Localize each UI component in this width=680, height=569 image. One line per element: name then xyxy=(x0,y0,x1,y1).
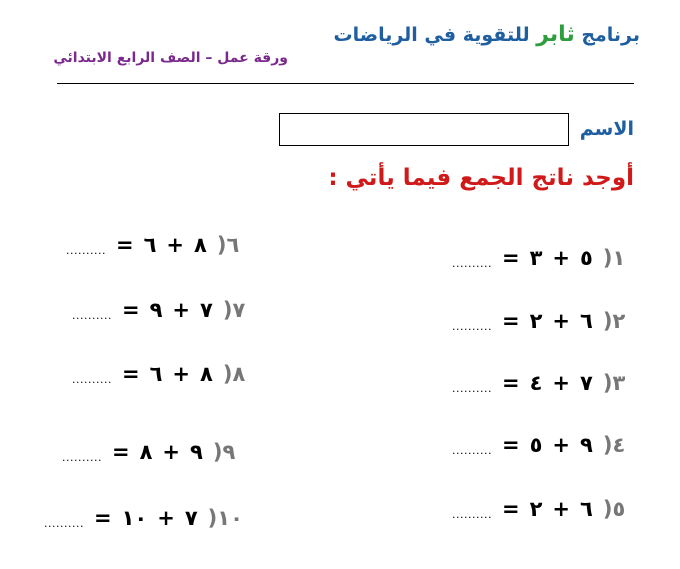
answer-blank[interactable]: .......... xyxy=(452,257,492,270)
name-label: الاسم xyxy=(579,118,634,140)
answer-blank[interactable]: .......... xyxy=(452,382,492,395)
problem-number: ٢ xyxy=(612,309,626,333)
equals-sign: = xyxy=(111,440,130,464)
problem-number-paren: ) xyxy=(212,440,223,464)
title-part-3: للتقوية في الرياضات xyxy=(333,24,537,46)
operand-b: ١٠ xyxy=(121,506,148,530)
equals-sign: = xyxy=(115,233,134,257)
equals-sign: = xyxy=(501,497,520,521)
operand-b: ٦ xyxy=(149,362,163,386)
problem-2 xyxy=(452,309,625,333)
equals-sign: = xyxy=(121,298,140,322)
header-divider xyxy=(57,83,634,84)
equals-sign: = xyxy=(121,362,140,386)
problem-number: ٥ xyxy=(612,497,626,521)
problem-number-paren: ) xyxy=(222,298,233,322)
problem-number-paren: ) xyxy=(207,506,218,530)
equals-sign: = xyxy=(501,309,520,333)
problem-6 xyxy=(66,233,239,257)
operand-a: ٨ xyxy=(194,233,207,257)
plus-sign: + xyxy=(172,298,191,322)
problem-number: ١ xyxy=(612,246,626,270)
title-part-1: برنامج xyxy=(574,24,640,46)
equals-sign: = xyxy=(501,246,520,270)
worksheet-subtitle: ورقة عمل – الصف الرابع الابتدائي xyxy=(53,50,288,66)
problem-number: ٤ xyxy=(612,433,626,457)
answer-blank[interactable]: .......... xyxy=(72,373,112,386)
operand-a: ٩ xyxy=(580,433,593,457)
operand-b: ٥ xyxy=(529,433,543,457)
problem-number-paren: ) xyxy=(602,246,613,270)
operand-b: ٢ xyxy=(529,309,543,333)
answer-blank[interactable]: .......... xyxy=(452,508,492,521)
problem-number-paren: ) xyxy=(216,233,227,257)
plus-sign: + xyxy=(552,309,571,333)
operand-a: ٥ xyxy=(580,246,593,270)
plus-sign: + xyxy=(552,371,571,395)
equals-sign: = xyxy=(501,371,520,395)
plus-sign: + xyxy=(552,246,571,270)
problem-number-paren: ) xyxy=(222,362,233,386)
operand-a: ٨ xyxy=(200,362,213,386)
operand-b: ٨ xyxy=(139,440,153,464)
answer-blank[interactable]: .......... xyxy=(62,451,102,464)
problem-5 xyxy=(452,497,625,521)
operand-a: ٧ xyxy=(580,371,593,395)
problem-number-paren: ) xyxy=(602,309,613,333)
problem-number: ٣ xyxy=(612,371,626,395)
plus-sign: + xyxy=(172,362,191,386)
plus-sign: + xyxy=(162,440,181,464)
operand-a: ٧ xyxy=(184,506,198,530)
answer-blank[interactable]: .......... xyxy=(72,309,112,322)
problem-1 xyxy=(452,246,625,270)
answer-blank[interactable]: .......... xyxy=(44,517,84,530)
name-input-box[interactable] xyxy=(279,113,569,146)
answer-blank[interactable]: .......... xyxy=(66,244,106,257)
operand-a: ٩ xyxy=(190,440,203,464)
problem-number: ٦ xyxy=(226,233,240,257)
plus-sign: + xyxy=(552,497,571,521)
problem-number-paren: ) xyxy=(602,371,613,395)
operand-b: ٣ xyxy=(529,246,543,270)
equals-sign: = xyxy=(501,433,520,457)
problem-number: ١٠ xyxy=(217,506,243,530)
problem-8 xyxy=(72,362,245,386)
title-part-program-name: ثابر xyxy=(536,22,575,47)
equals-sign: = xyxy=(93,506,112,530)
operand-a: ٦ xyxy=(580,497,593,521)
plus-sign: + xyxy=(552,433,571,457)
problem-number-paren: ) xyxy=(602,497,613,521)
operand-b: ٩ xyxy=(149,298,163,322)
problem-7 xyxy=(72,298,245,322)
problem-4 xyxy=(452,433,625,457)
problem-number: ٩ xyxy=(222,440,236,464)
problem-number: ٨ xyxy=(232,362,246,386)
operand-b: ٤ xyxy=(529,371,543,395)
instruction-text: أوجد ناتج الجمع فيما يأتي : xyxy=(328,165,634,191)
worksheet-title xyxy=(334,22,641,47)
answer-blank[interactable]: .......... xyxy=(452,320,492,333)
answer-blank[interactable]: .......... xyxy=(452,444,492,457)
operand-a: ٦ xyxy=(580,309,593,333)
problem-10 xyxy=(44,506,243,530)
problem-3 xyxy=(452,371,625,395)
problem-9 xyxy=(62,440,235,464)
operand-a: ٧ xyxy=(200,298,213,322)
plus-sign: + xyxy=(166,233,185,257)
problem-number: ٧ xyxy=(232,298,246,322)
problem-number-paren: ) xyxy=(602,433,613,457)
operand-b: ٦ xyxy=(143,233,157,257)
operand-b: ٢ xyxy=(529,497,543,521)
plus-sign: + xyxy=(157,506,175,530)
